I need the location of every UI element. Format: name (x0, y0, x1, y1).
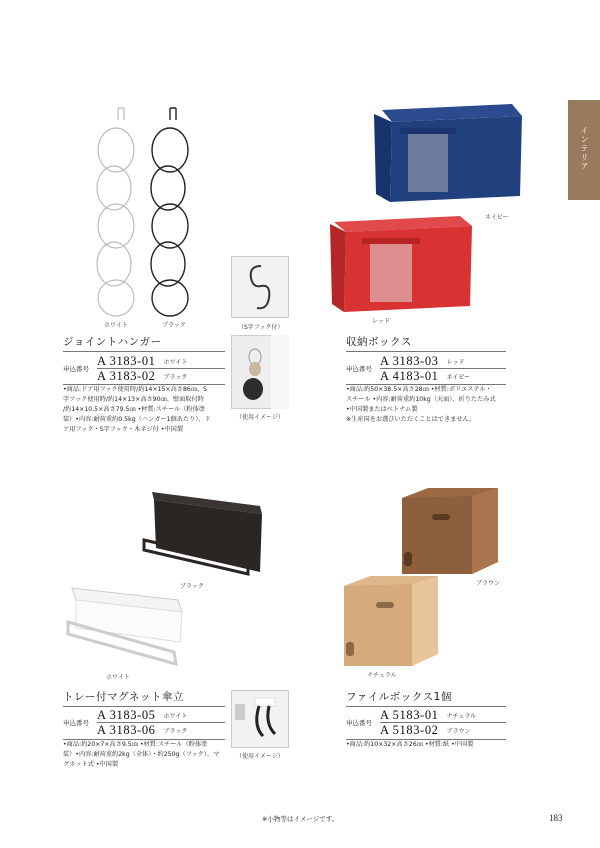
code: A 4183-01 (380, 368, 439, 383)
code: A 3183-01 (97, 353, 156, 368)
color: ブラウン (446, 727, 471, 735)
color: ブラック (163, 727, 188, 735)
code-row (97, 354, 187, 368)
caption-natural: ナチュラル (367, 672, 397, 679)
caption-black: ブラック (180, 583, 204, 590)
natural-filebox-image (340, 570, 442, 670)
page-number: 183 (549, 813, 563, 823)
caption-white: ホワイト (106, 674, 130, 681)
caption-navy: ネイビー (485, 214, 509, 221)
spec-text: •商品:約50×38.5×高さ28㎝ •材質:ポリエステル・ スチール •内容:耐荷重約10kg（天面）、折りたたみ式 •中国製またはベトナム製 ※生産国をお選びいただくことはできません。 (346, 386, 496, 423)
caption-usage: （使用イメージ） (236, 753, 284, 760)
code: A 3183-02 (97, 368, 156, 383)
code-row (97, 708, 187, 722)
order-codes (63, 708, 225, 738)
divider (63, 351, 225, 352)
product-title: ファイルボックス1個 (346, 691, 452, 703)
color: ホワイト (163, 358, 188, 366)
code-row (380, 369, 470, 383)
black-stand-image (140, 488, 272, 580)
product-title: トレー付マグネット傘立 (63, 691, 184, 703)
code: A 5183-01 (380, 707, 439, 722)
order-codes (63, 354, 225, 384)
color: ナチュラル (446, 712, 477, 720)
code-row (380, 723, 471, 737)
spec-text: •商品:ドア用フック使用時/約14×15×高さ86㎝、S 字フック使用時/約14×13×高さ90㎝、壁面取付時 /約14×10.5×高さ79.5㎝ •材質:スチール（粉体塗 装）•内容:耐荷重約0.5kg（ハンガー1個あたり）、ド ア用フック・S字フック・木ネジ付 •中国製 (63, 386, 211, 433)
apply-label: 申込番号 (346, 719, 372, 727)
caption-hook: （S字フック付） (238, 324, 284, 331)
color: ホワイト (163, 712, 188, 720)
white-hanger (97, 108, 134, 316)
caption-black: ブラック (162, 322, 186, 329)
black-hanger (151, 108, 188, 316)
apply-label: 申込番号 (63, 719, 89, 727)
order-codes (346, 708, 506, 738)
order-codes (346, 354, 506, 384)
apply-label: 申込番号 (346, 365, 372, 373)
brown-filebox-image (398, 484, 502, 578)
color: レッド (446, 358, 465, 366)
footer-note: ※小物等はイメージです。 (262, 815, 339, 823)
white-stand-image (66, 582, 190, 674)
category-label: インテリア (580, 126, 589, 171)
caption-red: レッド (372, 318, 390, 325)
spec-text: •商品:約10×32×高さ26㎝ •材質:紙 •中国製 (346, 741, 474, 748)
navy-box-image (372, 98, 526, 208)
stand-usage-image (231, 690, 289, 748)
code: A 3183-03 (380, 353, 439, 368)
product-title: ジョイントハンガー (63, 336, 162, 348)
code-row (97, 723, 187, 737)
product-title: 収納ボックス (346, 336, 412, 348)
hanger-image (88, 100, 198, 320)
code: A 5183-02 (380, 722, 439, 737)
spec-text: •商品:約20×7×高さ9.5㎝ •材質:スチール（粉体塗 装）•内容:耐荷重約2kg（全体）・約250g（フック）、マ グネット式 •中国製 (63, 741, 220, 768)
category-tab (568, 100, 600, 200)
code-row (380, 708, 476, 722)
s-hook-image (231, 256, 289, 318)
red-box-image (330, 212, 475, 314)
code: A 3183-06 (97, 722, 156, 737)
caption-brown: ブラウン (476, 580, 501, 587)
caption-usage: （使用イメージ） (236, 414, 284, 421)
code-row (380, 354, 464, 368)
color: ブラック (163, 373, 188, 381)
color: ネイビー (446, 373, 471, 381)
apply-label: 申込番号 (63, 365, 89, 373)
code-row (97, 369, 187, 383)
code: A 3183-05 (97, 707, 156, 722)
caption-white: ホワイト (104, 322, 128, 329)
hanger-usage-image (231, 335, 289, 409)
